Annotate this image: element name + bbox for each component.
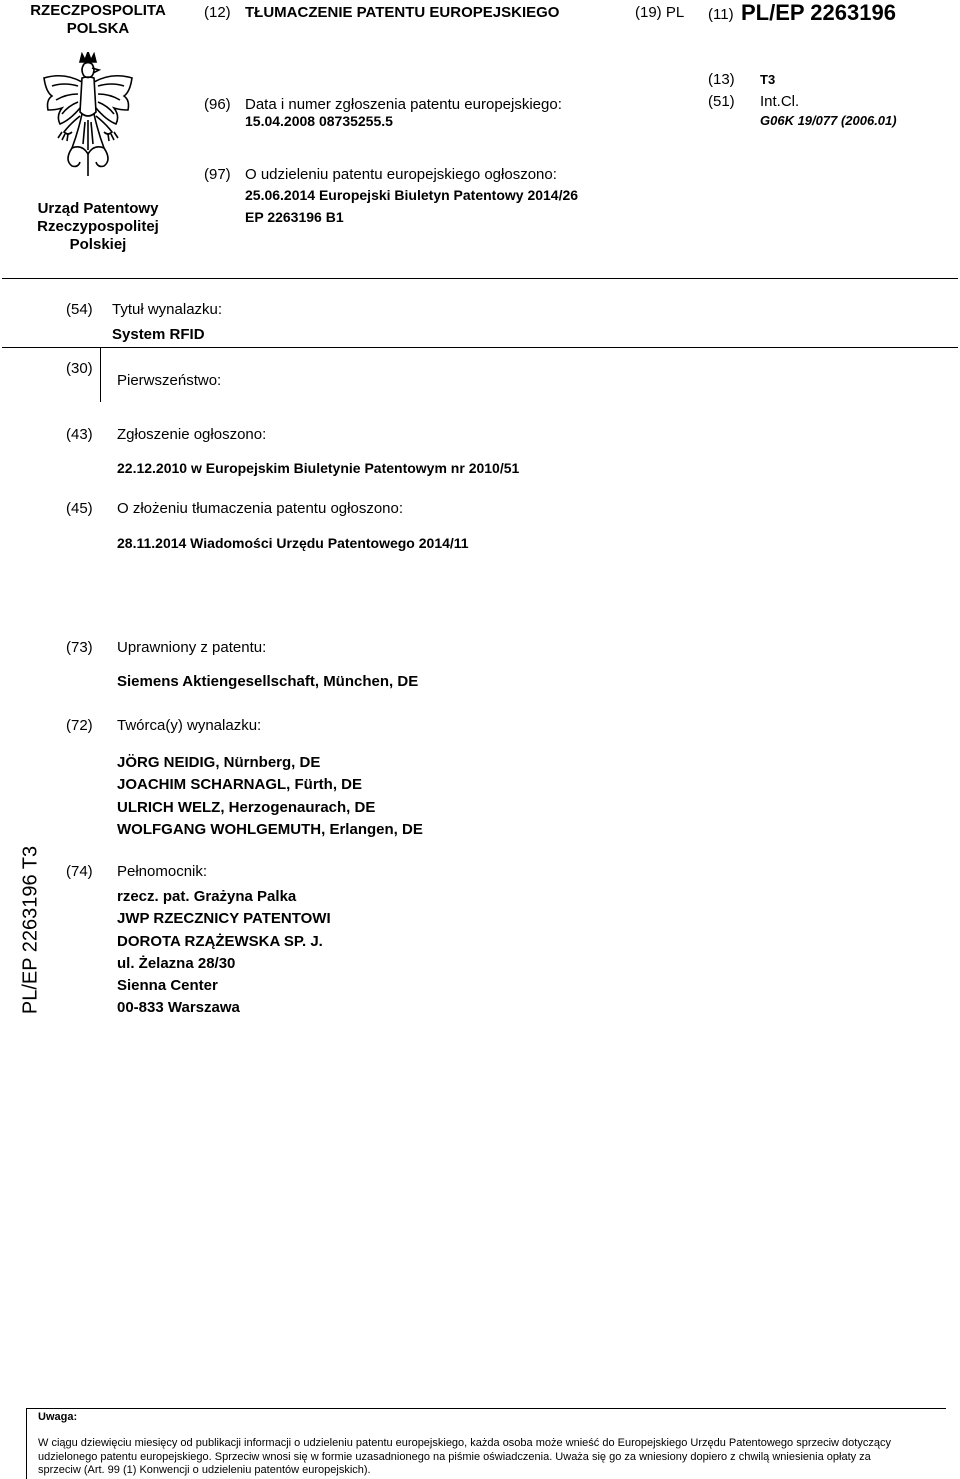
- patent-owner: Siemens Aktiengesellschaft, München, DE: [117, 673, 419, 690]
- list-item: 00-833 Warszawa: [117, 999, 240, 1017]
- list-item: WOLFGANG WOHLGEMUTH, Erlangen, DE: [117, 820, 423, 838]
- list-item: JOACHIM SCHARNAGL, Fürth, DE: [117, 776, 362, 794]
- list-item: ul. Żelazna 28/30: [117, 954, 236, 972]
- code-11: (11): [708, 6, 734, 23]
- list-item: JWP RZECZNICY PATENTOWI: [117, 910, 331, 928]
- field-73-label: Uprawniony z patentu:: [117, 639, 267, 656]
- list-item: JÖRG NEIDIG, Nürnberg, DE: [117, 754, 321, 771]
- code-97: (97): [204, 166, 231, 183]
- field-97-label: O udzieleniu patentu europejskiego ogłoszono:: [245, 166, 557, 183]
- title-label: Tytuł wynalazku:: [112, 301, 223, 318]
- notice-top-divider: [26, 1408, 946, 1409]
- invention-title: System RFID: [112, 326, 205, 343]
- kind-code: T3: [760, 72, 776, 87]
- code-73: (73): [66, 639, 93, 656]
- notice-title: Uwaga:: [38, 1411, 78, 1423]
- code-43: (43): [66, 426, 93, 443]
- code-51: (51): [708, 93, 735, 110]
- header-divider: [2, 278, 958, 279]
- field-96-value: 15.04.2008 08735255.5: [245, 113, 393, 129]
- document-type: TŁUMACZENIE PATENTU EUROPEJSKIEGO: [245, 4, 560, 21]
- field-43-value: 22.12.2010 w Europejskim Biuletynie Patentowym nr 2010/51: [117, 460, 520, 476]
- notice-text: W ciągu dziewięciu miesięcy od publikacji informacji o udzieleniu patentu europejskiego, każda osoba może wnieść do Europejskiego Urzędu Patentowego sprzeciw dotyczący udzielonego patentu europejskiego. Sprzeciw wnosi się w formie uzasadnionego na piśmie oświadczenia. Uważa się go za wniesiony dopiero z chwilą wniesienia opłaty za sprzeciw (Art. 99 (1) Konwencji o udzieleniu patentów europejskich).: [38, 1437, 891, 1476]
- code-54: (54): [66, 301, 93, 318]
- attorney-block: [117, 886, 331, 1020]
- eagle-icon: [38, 52, 138, 182]
- list-item: Sienna Center: [117, 977, 218, 995]
- field-43-label: Zgłoszenie ogłoszono:: [117, 426, 267, 443]
- priority-label: Pierwszeństwo:: [117, 372, 222, 389]
- field-45-value: 28.11.2014 Wiadomości Urzędu Patentowego 2014/11: [117, 535, 469, 551]
- notice-left-border: [26, 1408, 27, 1479]
- field-97-value-2: EP 2263196 B1: [245, 209, 344, 225]
- field-74-label: Pełnomocnik:: [117, 863, 208, 880]
- code-13: (13): [708, 71, 735, 88]
- list-item: rzecz. pat. Grażyna Palka: [117, 888, 297, 905]
- office-name: Urząd Patentowy Rzeczypospolitej Polskiej: [37, 200, 159, 253]
- code-30: (30): [66, 360, 93, 377]
- title-divider: [2, 347, 958, 348]
- code-96: (96): [204, 96, 231, 113]
- list-item: DOROTA RZĄŻEWSKA SP. J.: [117, 932, 323, 950]
- code-12: (12): [204, 4, 231, 21]
- list-item: ULRICH WELZ, Herzogenaurach, DE: [117, 798, 376, 816]
- intcl-value: G06K 19/077 (2006.01): [760, 113, 897, 128]
- code-74: (74): [66, 863, 93, 880]
- inventor-list: [117, 752, 423, 841]
- polish-eagle-emblem: [38, 52, 138, 182]
- field-96-label: Data i numer zgłoszenia patentu europejskiego:: [245, 96, 562, 113]
- code-19: (19) PL: [635, 4, 685, 21]
- patent-number: PL/EP 2263196: [741, 0, 896, 25]
- intcl-label: Int.Cl.: [760, 93, 800, 110]
- field-72-label: Twórca(y) wynalazku:: [117, 717, 262, 734]
- code-72: (72): [66, 717, 93, 734]
- country-name: RZECZPOSPOLITA POLSKA: [30, 2, 166, 37]
- side-label: PL/EP 2263196 T3: [19, 845, 42, 1015]
- code-45: (45): [66, 500, 93, 517]
- priority-divider: [100, 347, 101, 402]
- field-45-label: O złożeniu tłumaczenia patentu ogłoszono:: [117, 500, 404, 517]
- field-97-value-1: 25.06.2014 Europejski Biuletyn Patentowy 2014/26: [245, 187, 579, 203]
